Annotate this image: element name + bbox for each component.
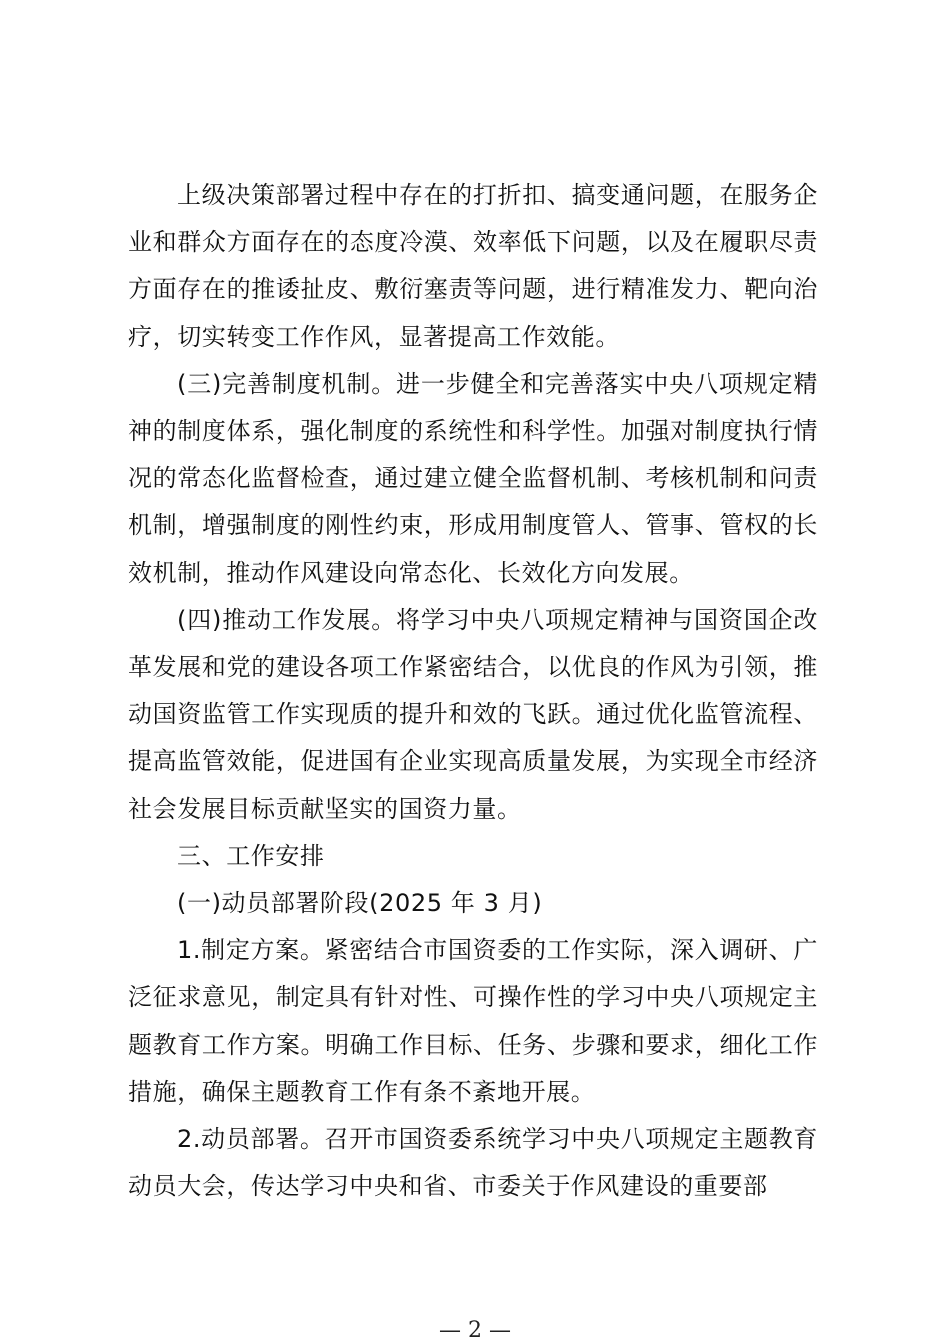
heading-work-arrangement: 三、工作安排 [177, 841, 325, 870]
paragraph-continuation: 上级决策部署过程中存在的打折扣、搞变通问题，在服务企业和群众方面存在的态度冷漠、效率低下问题，以及在履职尽责方面存在的推诿扯皮、敷衍塞责等问题，进行精准发力、靶向治疗，切实转变工作作风，显著提高工作效能。 [128, 181, 818, 351]
paragraph-item-2: 2.动员部署。召开市国资委系统学习中央八项规定主题教育动员大会，传达学习中央和省、市委关于作风建设的重要部 [128, 1125, 818, 1201]
paragraph-item-1: 1.制定方案。紧密结合市国资委的工作实际，深入调研、广泛征求意见，制定具有针对性、可操作性的学习中央八项规定主题教育工作方案。明确工作目标、任务、步骤和要求，细化工作措施，确保主题教育工作有条不紊地开展。 [128, 936, 818, 1106]
subheading-mobilization-stage: (一)动员部署阶段(2025 年 3 月) [177, 889, 543, 918]
paragraph-section-4: (四)推动工作发展。将学习中央八项规定精神与国资国企改革发展和党的建设各项工作紧密结合，以优良的作风为引领，推动国资监管工作实现质的提升和效的飞跃。通过优化监管流程、提高监管效能，促进国有企业实现高质量发展，为实现全市经济社会发展目标贡献坚实的国资力量。 [128, 605, 818, 823]
paragraph-section-3: (三)完善制度机制。进一步健全和完善落实中央八项规定精神的制度体系，强化制度的系统性和科学性。加强对制度执行情况的常态化监督检查，通过建立健全监督机制、考核机制和问责机制，增强制度的刚性约束，形成用制度管人、管事、管权的长效机制，推动作风建设向常态化、长效化方向发展。 [128, 369, 818, 587]
body-text [128, 172, 818, 1210]
page-number: — 2 — [439, 1318, 511, 1343]
